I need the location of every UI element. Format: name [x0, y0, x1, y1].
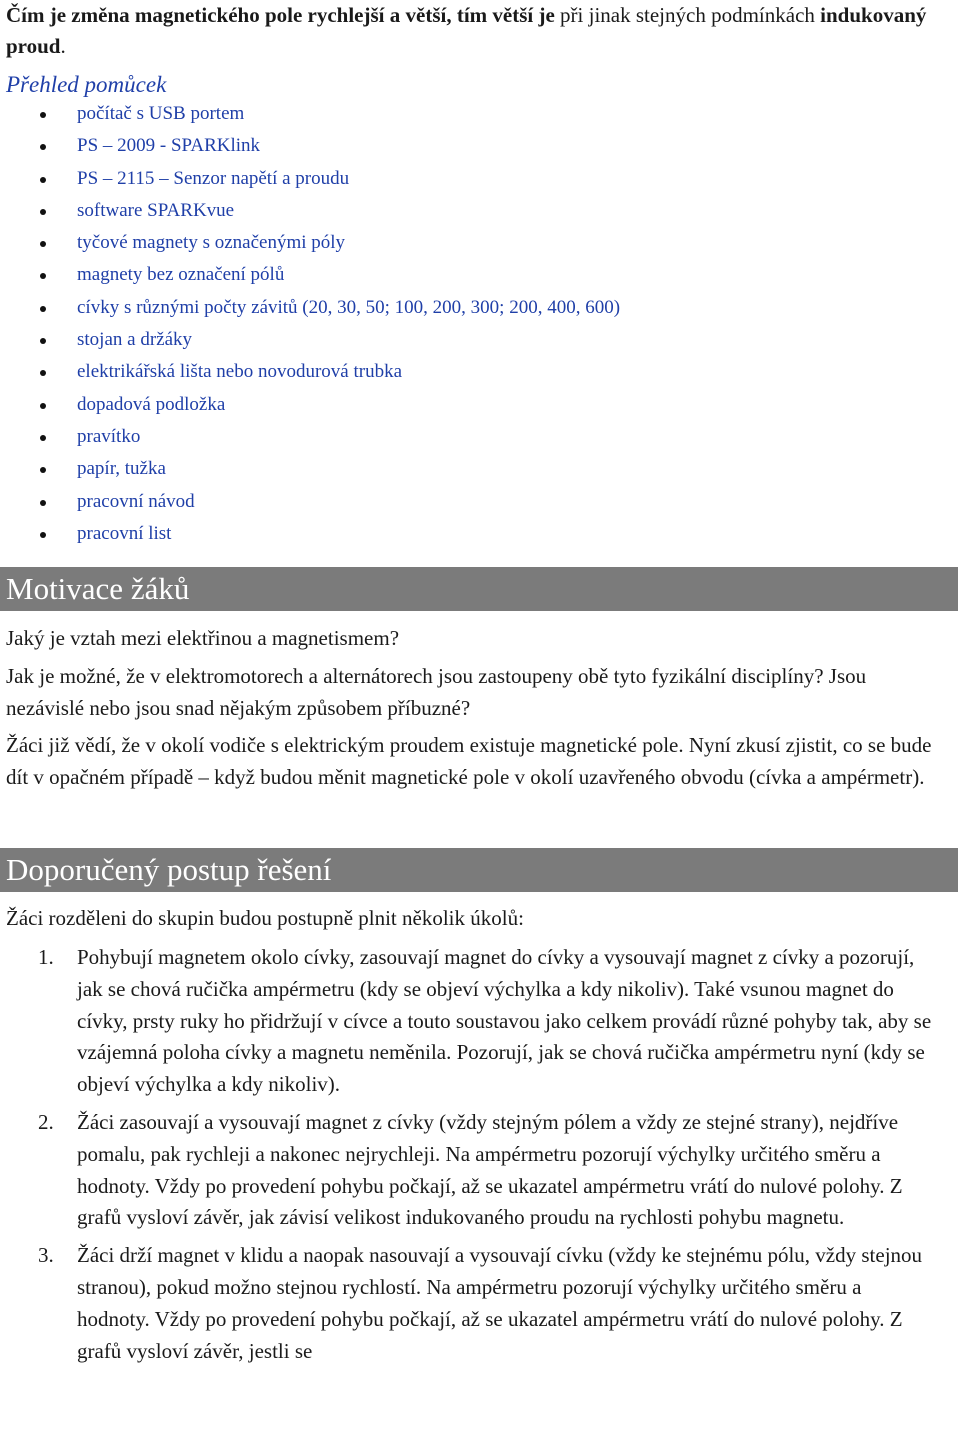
section-heading: Motivace žáků — [6, 571, 190, 606]
bullet-icon — [40, 306, 46, 312]
step-item — [0, 1107, 937, 1234]
list-item-label: počítač s USB portem — [77, 103, 245, 124]
intro-period: . — [60, 34, 66, 58]
step-item — [0, 1240, 937, 1367]
bullet-icon — [40, 532, 46, 538]
list-item-label: software SPARKvue — [77, 199, 235, 221]
list-item-label: dopadová podložka — [77, 393, 226, 415]
step-text: Žáci drží magnet v klidu a naopak nasouvají a vysouvají cívku (vždy ke stejnému pólu, vždy stejnou stranou), pokud možno stejnou rychlostí. Na ampérmetru pozorují výchylky určitého směru a hodnoty. Vždy po provedení pohybu počkají, až se ukazatel ampérmetru vrátí do nulové polohy. Z grafů vysloví závěr, jestli se — [77, 1243, 923, 1363]
list-item — [0, 132, 620, 164]
list-item — [0, 197, 620, 229]
list-item — [0, 391, 620, 423]
bullet-icon — [40, 177, 46, 183]
section-header-procedure — [0, 848, 958, 892]
section-heading: Doporučený postup řešení — [6, 852, 332, 887]
step-number: 3. — [38, 1243, 54, 1268]
intro-text: při jinak stejných podmínkách — [554, 3, 821, 27]
procedure-steps — [0, 942, 937, 1373]
motivation-paragraph: Žáci již vědí, že v okolí vodiče s elektrickým proudem existuje magnetické pole. Nyní zkusí zjistit, co se bude dít v opačném případě – když budou měnit magnetické pole v okolí uzavřeného obvodu (cívka a ampérmetr). — [6, 733, 932, 789]
list-item — [0, 358, 620, 390]
motivation-paragraph: Jaký je vztah mezi elektřinou a magnetismem? — [6, 626, 400, 650]
equipment-list — [0, 100, 620, 552]
list-item-label: stojan a držáky — [77, 329, 193, 351]
intro-emphasis-1: Čím je změna magnetického pole rychlejší a větší, tím větší je — [6, 3, 555, 27]
list-item — [0, 455, 620, 487]
list-item-label: PS – 2009 - SPARKlink — [77, 135, 261, 157]
procedure-intro: Žáci rozděleni do skupin budou postupně plnit několik úkolů: — [6, 906, 524, 930]
section-header-motivation — [0, 567, 958, 611]
list-item — [0, 520, 620, 552]
list-item — [0, 100, 620, 132]
step-number: 2. — [38, 1109, 54, 1134]
list-item — [0, 229, 620, 261]
list-item-label: papír, tužka — [77, 458, 166, 480]
step-text: Pohybují magnetem okolo cívky, zasouvají magnet do cívky a vysouvají magnet z cívky a pozorují, jak se chová ručička ampérmetru (kdy se objeví výchylka a kdy nikoliv). Také vsunou magnet do cívky, prsty ruky ho přidržují v cívce a touto soustavou jako celkem provádí různé pohyby tak, aby se vzájemná poloha cívky a magnetu neměnila. Pozorují, jak se chová ručička ampérmetru nyní (kdy se objeví výchylka a kdy nikoliv). — [77, 945, 932, 1097]
list-item-label: tyčové magnety s označenými póly — [77, 232, 346, 254]
bullet-icon — [40, 273, 46, 279]
step-number: 1. — [38, 945, 54, 969]
list-item — [0, 488, 620, 520]
equipment-title: Přehled pomůcek — [6, 72, 167, 97]
intro-emphasis-2: indukovaný proud — [6, 3, 927, 58]
bullet-icon — [40, 209, 46, 215]
intro-paragraph — [6, 0, 946, 62]
list-item-label: magnety bez označení pólů — [77, 264, 285, 286]
bullet-icon — [40, 370, 46, 376]
bullet-icon — [40, 144, 46, 150]
bullet-icon — [40, 241, 46, 247]
bullet-icon — [40, 500, 46, 506]
list-item-label: pracovní list — [77, 522, 172, 544]
list-item — [0, 165, 620, 197]
list-item-label: cívky s různými počty závitů (20, 30, 50; 100, 200, 300; 200, 400, 600) — [77, 296, 621, 318]
list-item-label: pravítko — [77, 425, 141, 447]
list-item — [0, 294, 620, 326]
bullet-icon — [40, 403, 46, 409]
step-item — [0, 942, 937, 1101]
bullet-icon — [40, 435, 46, 441]
list-item-label: pracovní návod — [77, 490, 195, 512]
list-item — [0, 326, 620, 358]
list-item-label: PS – 2115 – Senzor napětí a proudu — [77, 167, 350, 189]
step-text: Žáci zasouvají a vysouvají magnet z cívky (vždy stejným pólem a vždy ze stejné strany), nejdříve pomalu, pak rychleji a nakonec nejrychleji. Na ampérmetru pozorují výchylky určitého směru a hodnoty. Vždy po provedení pohybu počkají, až se ukazatel ampérmetru vrátí do nulové polohy. Z grafů vysloví závěr, jak závisí velikost indukovaného proudu na rychlosti pohybu magnetu. — [77, 1109, 903, 1230]
list-item — [0, 423, 620, 455]
motivation-paragraph: Jak je možné, že v elektromotorech a alternátorech jsou zastoupeny obě tyto fyzikální disciplíny? Jsou nezávislé nebo jsou snad nějakým způsobem příbuzné? — [6, 664, 867, 720]
list-item-label: elektrikářská lišta nebo novodurová trubka — [77, 361, 403, 383]
bullet-icon — [40, 338, 46, 344]
bullet-icon — [40, 112, 46, 118]
bullet-icon — [40, 467, 46, 473]
list-item — [0, 261, 620, 293]
